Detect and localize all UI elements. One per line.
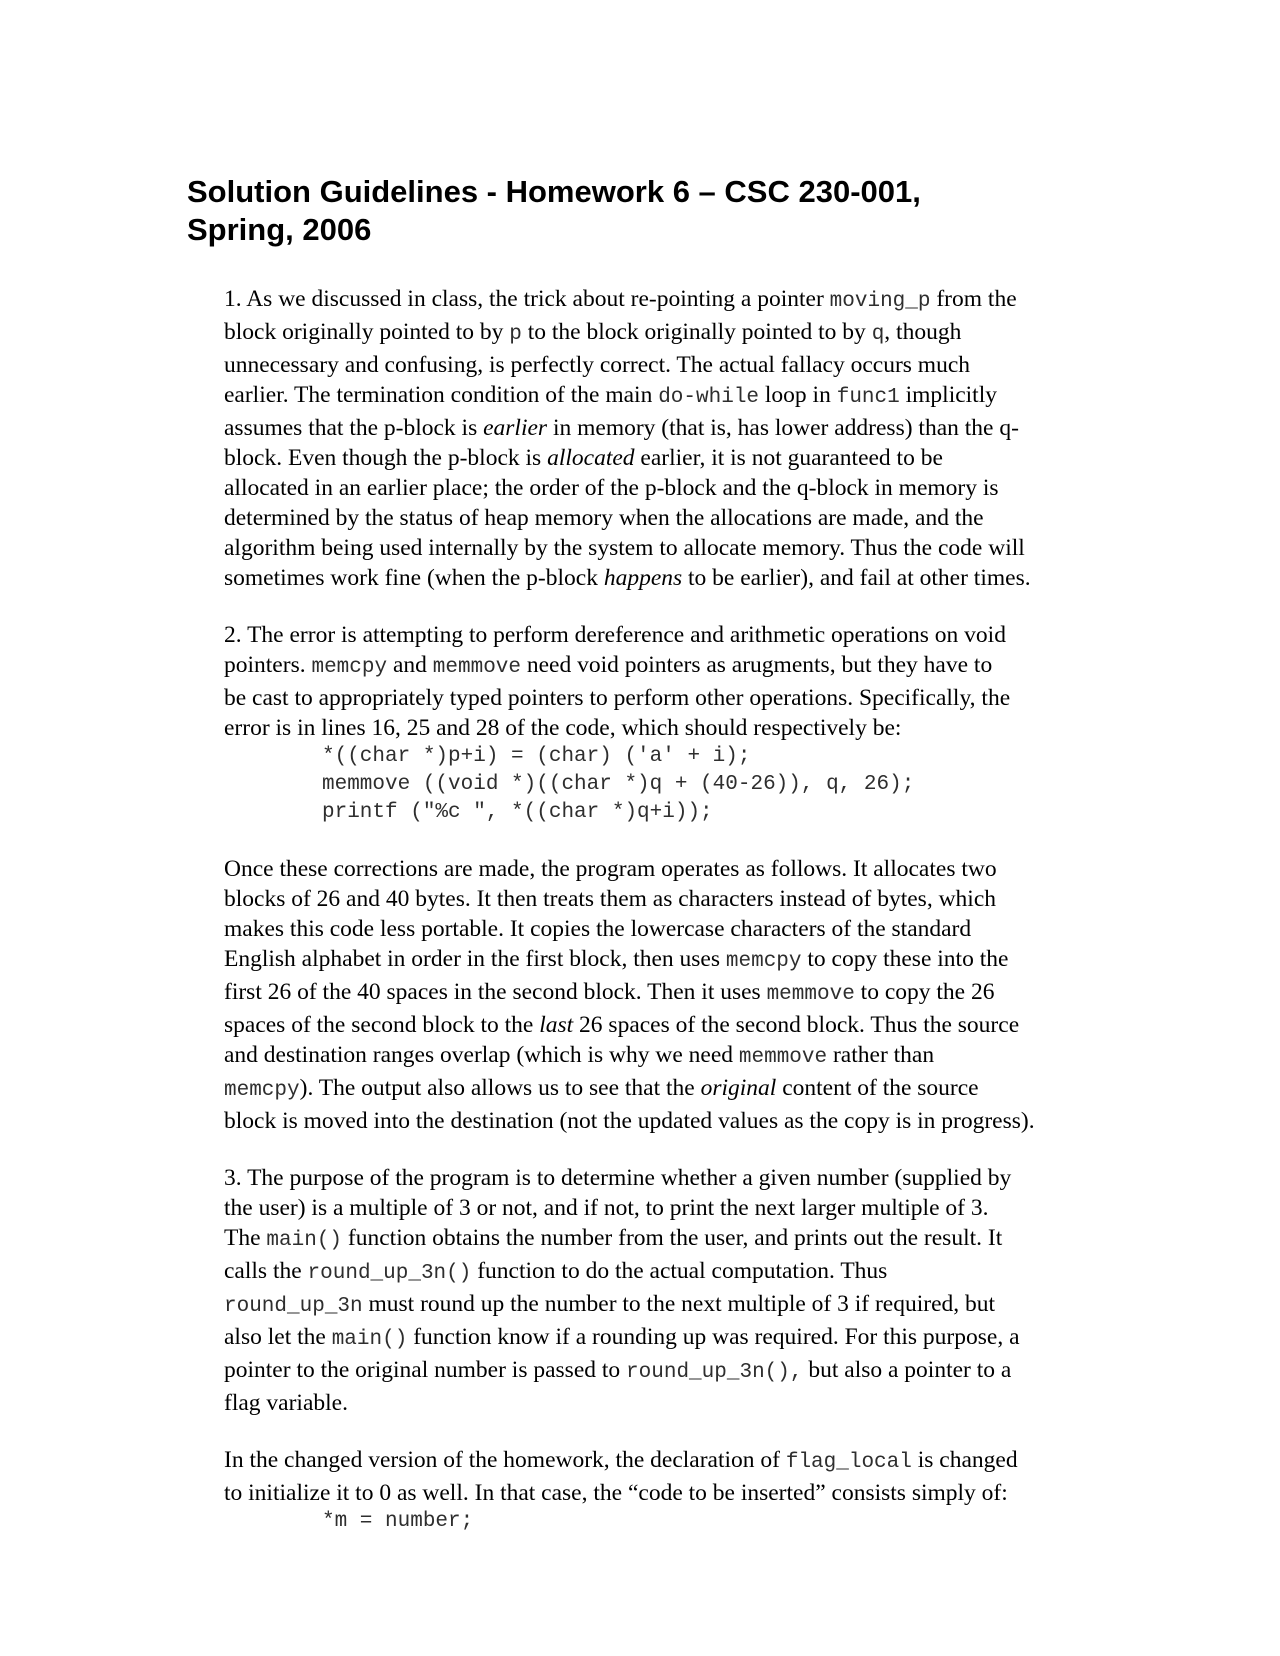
code-inline: main() [331, 1328, 408, 1351]
text-run: in memory (that is, has lower address) than the q- [547, 415, 1019, 441]
text-run: to be earlier), and fail at other times. [682, 565, 1031, 591]
text-line [224, 284, 1094, 317]
text-line: unnecessary and confusing, is perfectly correct. The actual fallacy occurs much [224, 352, 971, 378]
text-run: function to do the actual computation. Thus [471, 1258, 888, 1284]
text-run: , though [884, 319, 962, 345]
code-inline: memmove [432, 656, 521, 679]
code-inline: q [871, 323, 885, 346]
code-inline: moving_p [829, 290, 931, 313]
emphasis: last [539, 1012, 574, 1038]
text-run: block originally pointed to by [224, 319, 510, 345]
text-line [224, 1073, 1094, 1106]
text-line [224, 317, 1094, 350]
text-line [224, 563, 1094, 593]
program-explanation-paragraph [224, 854, 1094, 1136]
text-run: to copy these into the [801, 946, 1009, 972]
text-run: spaces of the second block to the [224, 1012, 540, 1038]
answer-3-paragraph [224, 1163, 1094, 1418]
code-inline: round_up_3n(), [626, 1361, 803, 1384]
text-run: 26 spaces of the second block. Thus the source [573, 1012, 1020, 1038]
answer-1-paragraph [224, 284, 1094, 593]
text-run: pointers. [224, 652, 312, 678]
text-run: need void pointers as arugments, but they have to [521, 652, 993, 678]
paragraph-gap [224, 1136, 1094, 1163]
code-block-line: printf ("%c ", *((char *)q+i)); [322, 801, 713, 824]
text-line: determined by the status of heap memory when the allocations are made, and the [224, 505, 984, 531]
text-run: In the changed version of the homework, the declaration of [224, 1447, 786, 1473]
text-line [224, 380, 1094, 413]
code-inline: round_up_3n() [307, 1262, 472, 1285]
text-run: English alphabet in order in the first block, then uses [224, 946, 726, 972]
text-run: also let the [224, 1324, 332, 1350]
text-run: and destination ranges overlap (which is why we need [224, 1042, 739, 1068]
code-block-line: *((char *)p+i) = (char) ('a' + i); [322, 745, 751, 768]
emphasis: original [700, 1075, 777, 1101]
emphasis: earlier [483, 415, 548, 441]
text-line [224, 1322, 1094, 1355]
title-line-1: Solution Guidelines - Homework 6 – CSC 230-001, [187, 174, 921, 209]
text-line: error is in lines 16, 25 and 28 of the code, which should respectively be: [224, 715, 902, 741]
paragraph-gap [224, 1418, 1094, 1445]
emphasis: allocated [547, 445, 635, 471]
code-inline: memcpy [224, 1079, 300, 1102]
text-line: allocated in an earlier place; the order of the p-block and the q-block in memory is [224, 475, 999, 501]
text-run: The [224, 1225, 267, 1251]
text-run: 1. As we discussed in class, the trick about re-pointing a pointer [224, 286, 830, 312]
text-line [224, 650, 1094, 683]
text-run: earlier, it is not guaranteed to be [634, 445, 943, 471]
text-run: rather than [827, 1042, 935, 1068]
text-run: is changed [911, 1447, 1018, 1473]
text-run: function know if a rounding up was required. For this purpose, a [407, 1324, 1020, 1350]
text-run: to copy the 26 [854, 979, 995, 1005]
text-run: ). The output also allows us to see that the [299, 1075, 701, 1101]
text-line [224, 1040, 1094, 1073]
paragraph-gap [224, 827, 1094, 854]
code-inline: main() [266, 1229, 343, 1252]
text-line [224, 977, 1094, 1010]
code-block-line: *m = number; [322, 1510, 474, 1533]
text-line: to initialize it to 0 as well. In that case, the “code to be inserted” consists simply of: [224, 1480, 1008, 1506]
code-inline: memcpy [725, 950, 802, 973]
text-line [224, 1010, 1094, 1040]
code-inline: memcpy [311, 656, 388, 679]
text-run: pointer to the original number is passed to [224, 1357, 627, 1383]
document-title [187, 173, 1087, 249]
answer-2-paragraph [224, 620, 1094, 827]
text-line: 2. The error is attempting to perform dereference and arithmetic operations on void [224, 622, 1006, 648]
document-body [224, 284, 1094, 1536]
code-inline: memmove [766, 983, 855, 1006]
text-run: but also a pointer to a [802, 1357, 1012, 1383]
title-line-2: Spring, 2006 [187, 212, 372, 247]
text-run: must round up the number to the next multiple of 3 if required, but [362, 1291, 996, 1317]
text-line [224, 1223, 1094, 1256]
text-line: block is moved into the destination (not the updated values as the copy is in progress). [224, 1108, 1035, 1134]
paragraph-gap [224, 593, 1094, 620]
text-line: Once these corrections are made, the program operates as follows. It allocates two [224, 856, 997, 882]
text-line: flag variable. [224, 1390, 348, 1416]
code-inline: func1 [836, 386, 900, 409]
text-run: assumes that the p-block is [224, 415, 484, 441]
text-line [224, 1445, 1094, 1478]
text-line [224, 1289, 1094, 1322]
text-line [224, 443, 1094, 473]
text-line [224, 944, 1094, 977]
text-run: loop in [759, 382, 837, 408]
text-run: implicitly [899, 382, 997, 408]
code-block-line: memmove ((void *)((char *)q + (40-26)), q, 26); [322, 773, 915, 796]
text-run: sometimes work fine (when the p-block [224, 565, 604, 591]
text-line: the user) is a multiple of 3 or not, and if not, to print the next larger multiple of 3. [224, 1195, 989, 1221]
text-line: 3. The purpose of the program is to determine whether a given number (supplied by [224, 1165, 1012, 1191]
text-run: earlier. The termination condition of the main [224, 382, 659, 408]
text-line: algorithm being used internally by the system to allocate memory. Thus the code will [224, 535, 1025, 561]
text-run: to the block originally pointed to by [521, 319, 872, 345]
text-line [224, 1355, 1094, 1388]
text-run: function obtains the number from the user, and prints out the result. It [342, 1225, 1003, 1251]
code-inline: p [509, 323, 522, 346]
text-run: block. Even though the p-block is [224, 445, 548, 471]
text-run: from the [930, 286, 1017, 312]
text-line: makes this code less portable. It copies the lowercase characters of the standard [224, 916, 972, 942]
text-run: and [387, 652, 433, 678]
text-run: calls the [224, 1258, 308, 1284]
code-inline: memmove [738, 1046, 828, 1069]
text-run: first 26 of the 40 spaces in the second block. Then it uses [224, 979, 767, 1005]
text-line [224, 1256, 1094, 1289]
emphasis: happens [603, 565, 683, 591]
changed-version-paragraph [224, 1445, 1094, 1536]
code-inline: do-while [658, 386, 760, 409]
text-line: blocks of 26 and 40 bytes. It then treats them as characters instead of bytes, which [224, 886, 997, 912]
text-line [224, 413, 1094, 443]
code-inline: flag_local [785, 1451, 912, 1474]
text-line: be cast to appropriately typed pointers to perform other operations. Specifically, the [224, 685, 1011, 711]
code-inline: round_up_3n [224, 1295, 363, 1318]
text-run: content of the source [776, 1075, 979, 1101]
